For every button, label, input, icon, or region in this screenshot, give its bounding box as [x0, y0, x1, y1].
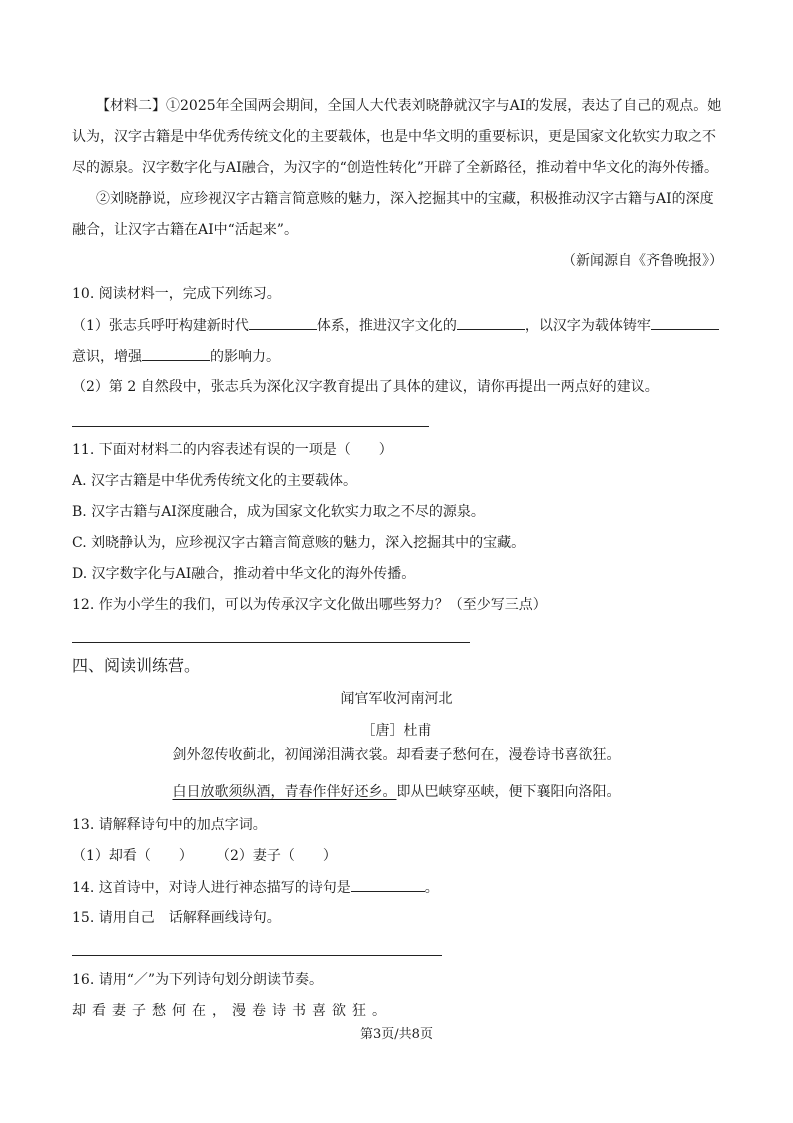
- q12-answer-line[interactable]: [72, 642, 470, 643]
- q10-part1-line2: [72, 346, 280, 367]
- poem-line2: [0, 782, 793, 802]
- material2-line2: 认为，汉字古籍是中华优秀传统文化的主要载体，也是中华文明的重要标识，更是国家文化软实力取之不: [72, 129, 716, 145]
- material2-source: （新闻源自《齐鲁晚报》）: [562, 253, 723, 269]
- poem-author: ［唐］杜甫: [361, 723, 432, 739]
- q15-answer-line[interactable]: [72, 955, 442, 956]
- q10-part1-line1: [72, 315, 719, 336]
- q14-blank[interactable]: [351, 877, 425, 892]
- q13-item1[interactable]: （1）却看（ ）: [72, 848, 193, 864]
- material2-line3: 尽的源泉。汉字数字化与AI融合，为汉字的“创造性转化”开辟了全新路径，推动着中华文化的海外传播。: [72, 160, 718, 176]
- poem-underlined-verse: 白日放歌须纵酒，青春作伴好还乡。: [172, 784, 397, 800]
- q10-part1-text-c: ，以汉字为载体铸牢: [524, 318, 651, 334]
- q10-blank-3[interactable]: [651, 315, 719, 330]
- q10-answer-line[interactable]: [72, 426, 429, 427]
- q10-blank-4[interactable]: [142, 346, 210, 361]
- q15-stem: 15. 请用自己 话解释画线诗句。: [72, 910, 281, 926]
- q16-stem: 16. 请用“／”为下列诗句划分朗读节奏。: [72, 972, 324, 988]
- poem-title: 闻官军收河南河北: [340, 691, 453, 707]
- poem-line1: 剑外忽传收蓟北，初闻涕泪满衣裳。却看妻子愁何在，漫卷诗书喜欲狂。: [172, 747, 621, 763]
- page-number: 第3页/共8页: [360, 1027, 433, 1042]
- q10-blank-2[interactable]: [457, 315, 525, 330]
- material2-line1: 【材料二】①2025年全国两会期间，全国人大代表刘晓静就汉字与AI的发展，表达了自己的观点。她: [96, 98, 722, 114]
- section4-title: 四、阅读训练营。: [72, 656, 201, 675]
- q14-stem: [72, 877, 439, 898]
- q11-option-a[interactable]: A. 汉字古籍是中华优秀传统文化的主要载体。: [72, 473, 358, 489]
- q10-part2: （2）第 2 自然段中，张志兵为深化汉字教育提出了具体的建议，请你再提出一两点好的建议。: [72, 379, 659, 395]
- q13-item2[interactable]: （2）妻子（ ）: [216, 848, 337, 864]
- q11-option-c[interactable]: C. 刘晓静认为，应珍视汉字古籍言简意赅的魅力，深入挖掘其中的宝藏。: [72, 535, 526, 551]
- q13-stem: 13. 请解释诗句中的加点字词。: [72, 817, 267, 833]
- poem-line2-rest: 即从巴峡穿巫峡，便下襄阳向洛阳。: [396, 784, 621, 800]
- q10-part1-text-e: 的影响力。: [210, 349, 280, 365]
- q10-blank-1[interactable]: [249, 315, 317, 330]
- q10-part1-text-b: 体系，推进汉字文化的: [316, 318, 457, 334]
- q12-stem: 12. 作为小学生的我们，可以为传承汉字文化做出哪些努力？（至少写三点）: [72, 597, 547, 613]
- q11-option-b[interactable]: B. 汉字古籍与AI深度融合，成为国家文化软实力取之不尽的源泉。: [72, 504, 485, 520]
- q10-part1-text-d: 意识，增强: [72, 349, 142, 365]
- q11-option-d[interactable]: D. 汉字数字化与AI融合，推动着中华文化的海外传播。: [72, 566, 416, 582]
- q16-verse: 却看妻子愁何在，漫卷诗书喜欲狂。: [72, 1003, 392, 1019]
- material2-line5: 融合，让汉字古籍在AI中“活起来”。: [72, 222, 298, 238]
- material2-line4: ②刘晓静说，应珍视汉字古籍言简意赅的魅力，深入挖掘其中的宝藏，积极推动汉字古籍与AI的深度: [96, 191, 714, 207]
- q10-part1-text-a: （1）张志兵呼吁构建新时代: [72, 318, 249, 334]
- q14-text-b: 。: [424, 880, 439, 896]
- q11-stem: 11. 下面对材料二的内容表述有误的一项是（ ）: [72, 442, 393, 458]
- q10-stem: 10. 阅读材料一，完成下列练习。: [72, 286, 281, 302]
- q14-text-a: 14. 这首诗中，对诗人进行神态描写的诗句是: [72, 880, 351, 896]
